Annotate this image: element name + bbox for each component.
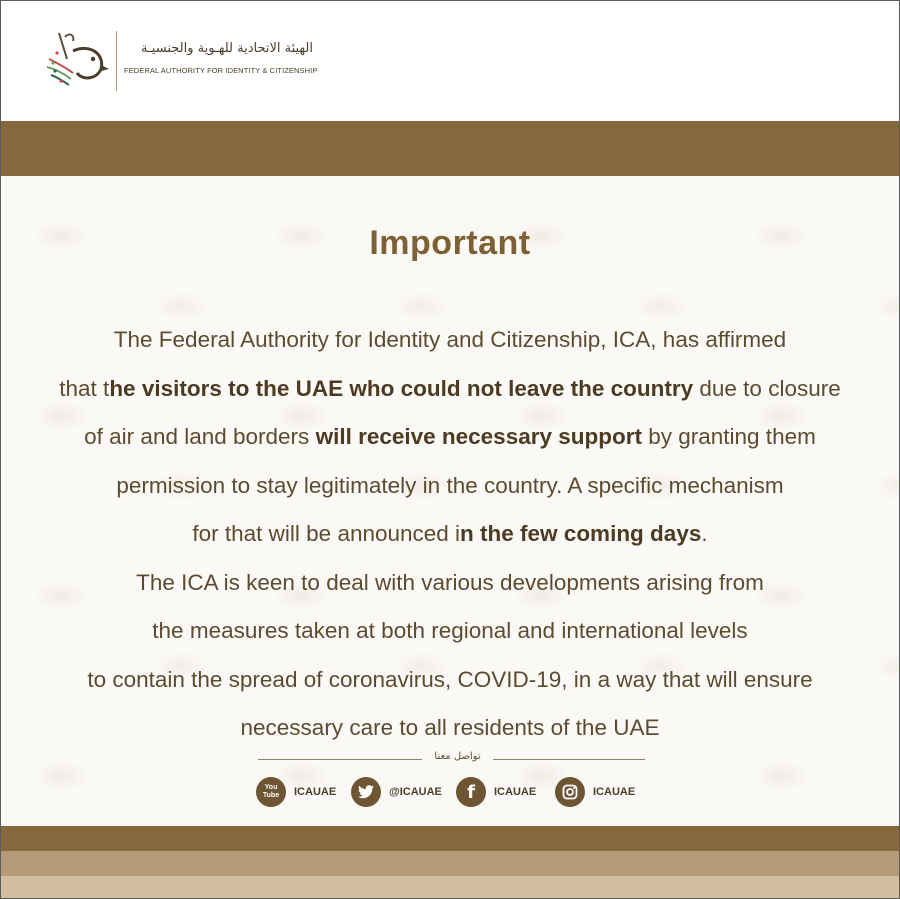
logo-divider (116, 31, 117, 91)
divider-line-left (258, 759, 422, 760)
youtube-link[interactable] (256, 777, 336, 807)
announcement-text (1, 316, 899, 753)
facebook-handle: ICAUAE (494, 786, 537, 798)
text-segment: by granting them (641, 424, 816, 449)
text-segment: . (701, 521, 708, 546)
text-line (1, 316, 899, 365)
page-title: Important (369, 224, 531, 262)
contact-us-label: تواصل معنا (434, 751, 481, 762)
emphasized-text: he visitors to the UAE who could not leave the country (109, 375, 694, 401)
text-segment: the measures taken at both regional and international levels (152, 618, 748, 643)
divider-line-right (493, 759, 645, 760)
twitter-icon (351, 777, 381, 807)
youtube-handle: ICAUAE (294, 786, 337, 798)
text-segment: necessary care to all residents of the UAE (240, 715, 660, 740)
text-segment: due to closure (693, 375, 841, 401)
bottom-band-dark (1, 826, 899, 851)
instagram-icon (555, 777, 585, 807)
twitter-link[interactable] (351, 777, 442, 807)
text-segment: for that will be announced i (192, 521, 461, 546)
authority-name-arabic: الهيئة الاتحادية للهـوية والجنسيـة (141, 41, 313, 56)
text-line (1, 462, 899, 511)
text-segment: The Federal Authority for Identity and Citizenship, ICA, has affirmed (113, 327, 787, 352)
text-line (1, 510, 899, 559)
emphasized-text: will receive necessary support (315, 424, 642, 449)
bottom-band-mid (1, 851, 899, 876)
top-color-band (1, 121, 899, 176)
text-segment: permission to stay legitimately in the country. A specific mechanism (116, 472, 784, 498)
text-segment: to contain the spread of coronavirus, COVID-19, in a way that will ensure (87, 666, 813, 692)
text-segment: that t (59, 375, 110, 401)
text-line (1, 413, 899, 462)
text-segment: of air and land borders (84, 424, 316, 449)
youtube-icon: You Tube (256, 777, 286, 807)
instagram-link[interactable] (555, 777, 635, 807)
text-segment: The ICA is keen to deal with various developments arising from (136, 569, 764, 595)
text-line (1, 365, 899, 414)
instagram-handle: ICAUAE (593, 786, 636, 798)
header (1, 1, 899, 119)
bottom-band-light (1, 876, 899, 898)
twitter-handle: @ICAUAE (389, 786, 442, 798)
facebook-icon: f (456, 777, 486, 807)
authority-name-english: FEDERAL AUTHORITY FOR IDENTITY & CITIZENSHIP (124, 66, 318, 75)
text-line (1, 656, 899, 705)
text-line (1, 704, 899, 753)
contact-divider (1, 751, 899, 769)
text-line (1, 607, 899, 656)
falcon-logo-icon (43, 29, 111, 91)
announcement-body (1, 176, 899, 826)
emphasized-text: n the few coming days (460, 521, 702, 546)
text-line (1, 559, 899, 608)
facebook-link[interactable] (456, 777, 536, 807)
social-links (1, 777, 899, 809)
